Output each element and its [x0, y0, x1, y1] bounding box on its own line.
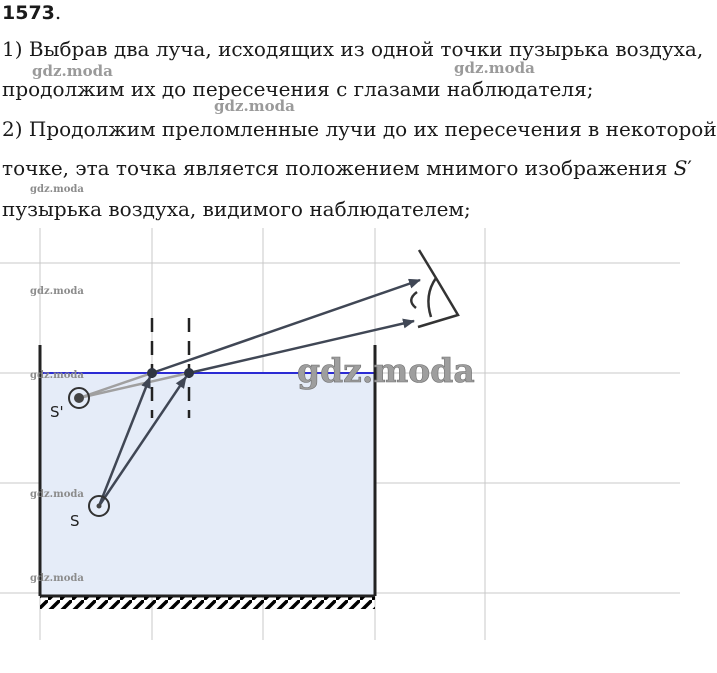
refraction-point-2 — [184, 368, 194, 378]
watermark: gdz.moda — [32, 62, 113, 80]
watermark: gdz.moda — [454, 59, 535, 77]
text-line-5: пузырька воздуха, видимого наблюдателем; — [2, 197, 471, 221]
eye-icon — [411, 250, 458, 327]
image-symbol: S — [673, 156, 688, 180]
label-source: S — [70, 512, 80, 530]
problem-number-dot: . — [54, 0, 62, 24]
text-line-2: продолжим их до пересечения с глазами наблюдателя; — [2, 77, 594, 101]
watermark: gdz.moda — [30, 489, 84, 500]
vessel-bottom-hatching — [40, 597, 375, 609]
text-line-3: 2) Продолжим преломленные лучи до их пересечения в некоторой — [2, 117, 717, 141]
water-region — [40, 373, 375, 595]
watermark-large: gdz.moda — [297, 351, 475, 390]
label-image: S' — [50, 403, 64, 421]
watermark: gdz.moda — [30, 184, 84, 195]
watermark: gdz.moda — [214, 97, 295, 115]
text-line-1: 1) Выбрав два луча, исходящих из одной точки пузырька воздуха, — [2, 37, 704, 61]
problem-number-value: 1573 — [2, 2, 55, 24]
image-symbol-prime: ′ — [687, 156, 692, 180]
watermark: gdz.moda — [30, 573, 84, 584]
refraction-point-1 — [147, 368, 157, 378]
text-line-4-body: точке, эта точка является положением мнимого изображения — [2, 156, 674, 180]
watermark: gdz.moda — [30, 370, 84, 381]
watermark: gdz.moda — [30, 286, 84, 297]
